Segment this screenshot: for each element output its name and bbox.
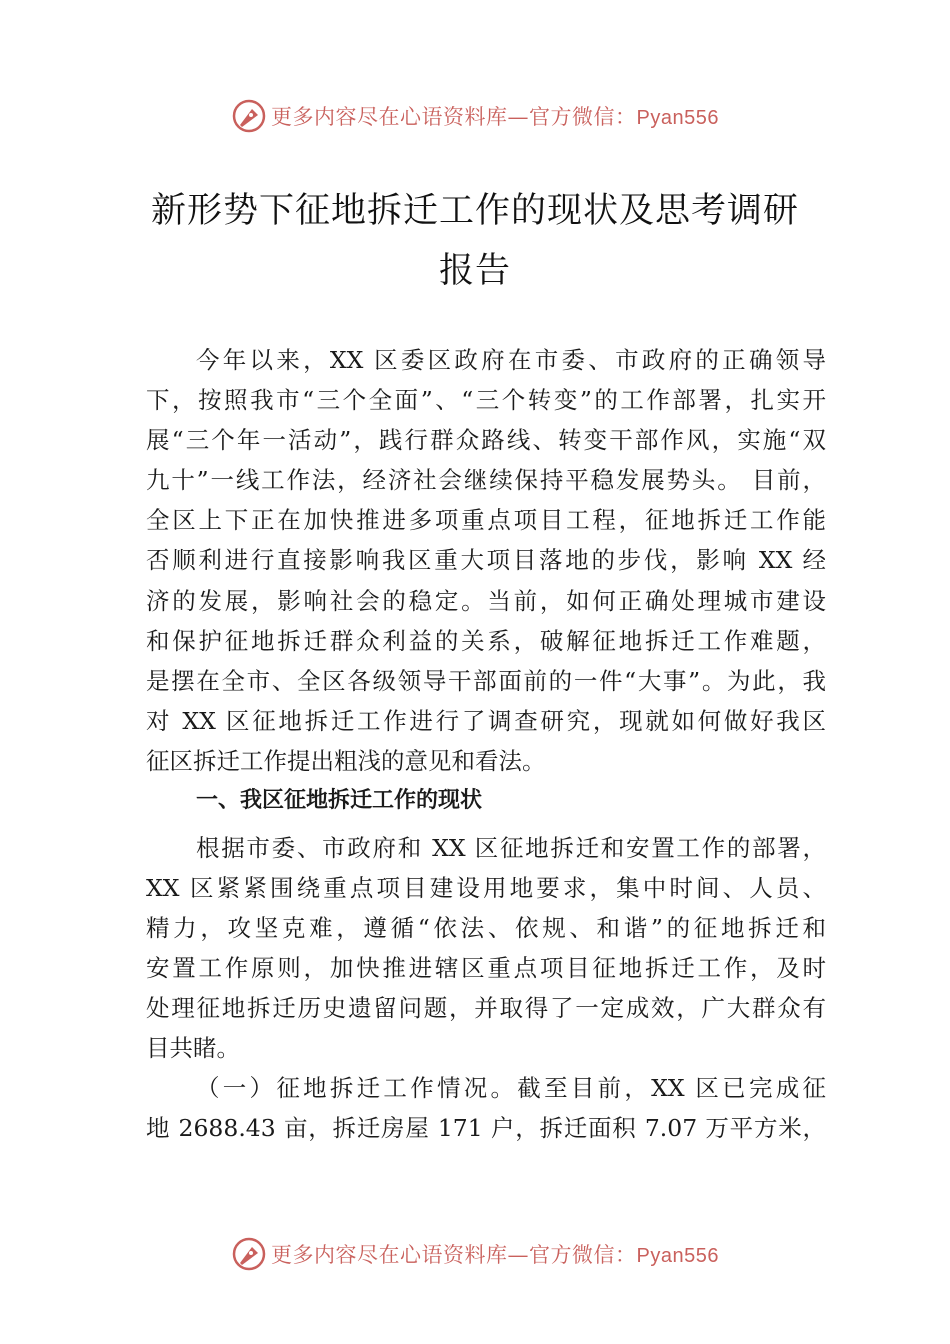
text-line: 精力，攻坚克难，遵循“依法、依规、和谐”的征地拆迁和 (146, 914, 826, 943)
watermark-handle: Pyan556 (636, 1245, 719, 1267)
watermark-label: 更多内容尽在心语资料库—官方微信： (271, 1243, 637, 1267)
body-paragraph-3 (146, 1068, 826, 1148)
text-line: 对 XX 区征地拆迁工作进行了调查研究，现就如何做好我区 (146, 706, 826, 735)
text-line: 地 2688.43 亩，拆迁房屋 171 户，拆迁面积 7.07 万平方米， (146, 1114, 826, 1143)
section-heading: 一、我区征地拆迁工作的现状 (196, 788, 483, 814)
text-line: 全区上下正在加快推进多项重点项目工程，征地拆迁工作能 (146, 506, 826, 535)
text-line: 下，按照我市“三个全面”、“三个转变”的工作部署，扎实开 (146, 386, 826, 415)
document-title-line-1: 新形势下征地拆迁工作的现状及思考调研 (150, 191, 799, 231)
text-line: 九十”一线工作法，经济社会继续保持平稳发展势头。 目前， (146, 466, 826, 495)
watermark-text (271, 101, 719, 131)
header-watermark-banner (0, 96, 950, 136)
watermark-handle: Pyan556 (636, 107, 719, 129)
text-line: 征区拆迁工作提出粗浅的意见和看法。 (146, 746, 546, 775)
pen-nib-icon (231, 1236, 267, 1272)
watermark-text (271, 1239, 719, 1269)
text-line: XX 区紧紧围绕重点项目建设用地要求，集中时间、人员、 (146, 874, 826, 903)
pen-nib-icon (231, 98, 267, 134)
text-line: （一）征地拆迁工作情况。截至目前，XX 区已完成征 (196, 1074, 826, 1102)
text-line: 根据市委、市政府和 XX 区征地拆迁和安置工作的部署， (196, 834, 826, 862)
text-line: 今年以来，XX 区委区政府在市委、市政府的正确领导 (196, 346, 826, 374)
text-line: 否顺利进行直接影响我区重大项目落地的步伐，影响 XX 经 (146, 546, 826, 575)
text-line: 和保护征地拆迁群众利益的关系，破解征地拆迁工作难题， (146, 626, 826, 655)
text-line: 处理征地拆迁历史遗留问题，并取得了一定成效，广大群众有 (146, 994, 826, 1023)
footer-watermark-banner (0, 1234, 950, 1274)
text-line: 济的发展，影响社会的稳定。当前，如何正确处理城市建设 (146, 586, 826, 615)
body-paragraph-2 (146, 828, 826, 1069)
text-line: 安置工作原则，加快推进辖区重点项目征地拆迁工作，及时 (146, 954, 826, 983)
body-paragraph-1 (146, 340, 826, 821)
text-line: 目共睹。 (146, 1034, 240, 1063)
watermark-label: 更多内容尽在心语资料库—官方微信： (271, 105, 637, 129)
document-title-line-2: 报告 (438, 251, 511, 291)
text-line: 展“三个年一活动”，践行群众路线、转变干部作风，实施“双 (146, 426, 826, 455)
text-line: 是摆在全市、全区各级领导干部面前的一件“大事”。为此，我 (146, 666, 826, 695)
